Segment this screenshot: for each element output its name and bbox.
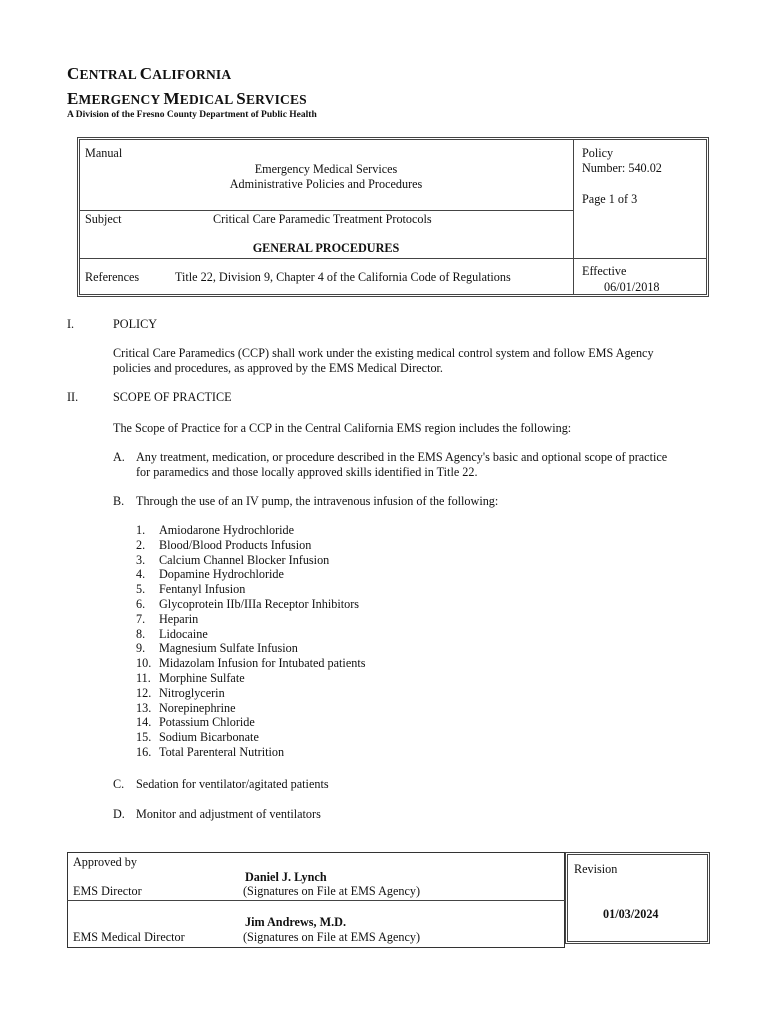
infusion-number: 11. [136,671,151,685]
policy-text-line-1: Critical Care Paramedics (CCP) shall work under the existing medical control system and follow EMS Agency [113,346,654,360]
references-value: Title 22, Division 9, Chapter 4 of the California Code of Regulations [175,270,511,284]
item-a-text-2: for paramedics and those locally approved skills identified in Title 22. [136,465,478,479]
manual-title-1: Emergency Medical Services [254,162,398,176]
infusion-number: 3. [136,552,146,567]
org-name-line1: CENTRAL CALIFORNIA [67,64,232,83]
infusion-number: 1. [136,523,146,537]
subject-label: Subject [85,212,122,226]
approved-by-label: Approved by [73,855,137,869]
infusion-name: Dopamine Hydrochloride [159,567,284,582]
infusion-number: 12. [136,685,152,700]
ems-director-name: Daniel J. Lynch [245,870,327,884]
item-d-text: Monitor and adjustment of ventilators [136,807,321,821]
ems-director-title: EMS Director [73,884,142,898]
infusion-number: 6. [136,597,146,611]
infusion-number: 9. [136,641,146,656]
item-a-text-1: Any treatment, medication, or procedure described in the EMS Agency's basic and optional scope of practice [136,450,668,464]
manual-label: Manual [85,146,123,160]
infusion-name: Heparin [159,611,199,626]
ems-medical-director-signature: (Signatures on File at EMS Agency) [243,930,421,944]
policy-number: Number: 540.02 [582,161,662,175]
item-a-letter: A. [113,450,125,464]
references-label: References [85,270,140,284]
header-divider-section [79,258,707,259]
infusion-name: Sodium Bicarbonate [159,730,259,745]
infusion-name: Fentanyl Infusion [159,582,246,597]
infusion-name: Morphine Sulfate [159,671,245,685]
infusion-number: 13. [136,700,152,715]
item-b-text: Through the use of an IV pump, the intravenous infusion of the following: [136,494,499,508]
manual-title-2: Administrative Policies and Procedures [229,177,423,191]
infusion-name: Magnesium Sulfate Infusion [159,641,298,656]
ems-medical-director-name: Jim Andrews, M.D. [245,915,346,929]
infusion-name: Potassium Chloride [159,715,255,730]
infusion-number: 15. [136,730,152,745]
section-2-number: II. [67,390,79,404]
infusion-name: Norepinephrine [159,700,236,715]
infusion-number: 16. [136,745,152,759]
header-divider-manual [79,210,573,211]
approval-divider [67,900,565,901]
infusion-number: 4. [136,567,146,582]
policy-text-line-2: policies and procedures, as approved by the EMS Medical Director. [113,361,443,375]
section-1-title: POLICY [113,317,158,331]
policy-label: Policy [582,146,614,160]
section-2-title: SCOPE OF PRACTICE [113,390,232,404]
page-number: Page 1 of 3 [582,192,638,206]
item-d-letter: D. [113,807,125,821]
section-1-number: I. [67,317,75,331]
item-c-letter: C. [113,777,125,791]
item-c-text: Sedation for ventilator/agitated patients [136,777,329,791]
infusion-name: Glycoprotein IIb/IIIa Receptor Inhibitors [159,597,360,611]
org-division: A Division of the Fresno County Department of Public Health [67,110,317,120]
subject-value: Critical Care Paramedic Treatment Protocols [213,212,432,226]
item-b-letter: B. [113,494,125,508]
infusion-name: Calcium Channel Blocker Infusion [159,552,330,567]
infusion-number: 7. [136,611,146,626]
ems-director-signature: (Signatures on File at EMS Agency) [243,884,421,898]
header-vertical-divider [573,139,574,295]
infusion-name: Nitroglycerin [159,685,225,700]
ems-medical-director-title: EMS Medical Director [73,930,185,944]
scope-intro: The Scope of Practice for a CCP in the Central California EMS region includes the following: [113,421,572,435]
infusion-name: Total Parenteral Nutrition [159,745,285,759]
infusion-name: Blood/Blood Products Infusion [159,537,312,552]
infusion-number: 8. [136,626,146,641]
section-title: GENERAL PROCEDURES [252,241,400,255]
infusion-name: Lidocaine [159,626,208,641]
org-name-line2: EMERGENCY MEDICAL SERVICES [67,89,307,108]
revision-date: 01/03/2024 [603,907,659,921]
infusion-number: 10. [136,656,152,671]
infusion-number: 2. [136,537,146,552]
infusion-name: Midazolam Infusion for Intubated patients [159,656,366,671]
infusion-number: 5. [136,582,146,597]
infusion-name: Amiodarone Hydrochloride [159,523,295,537]
infusion-number: 14. [136,715,152,730]
revision-label: Revision [574,862,618,876]
effective-date: 06/01/2018 [604,280,660,294]
effective-label: Effective [582,264,627,278]
